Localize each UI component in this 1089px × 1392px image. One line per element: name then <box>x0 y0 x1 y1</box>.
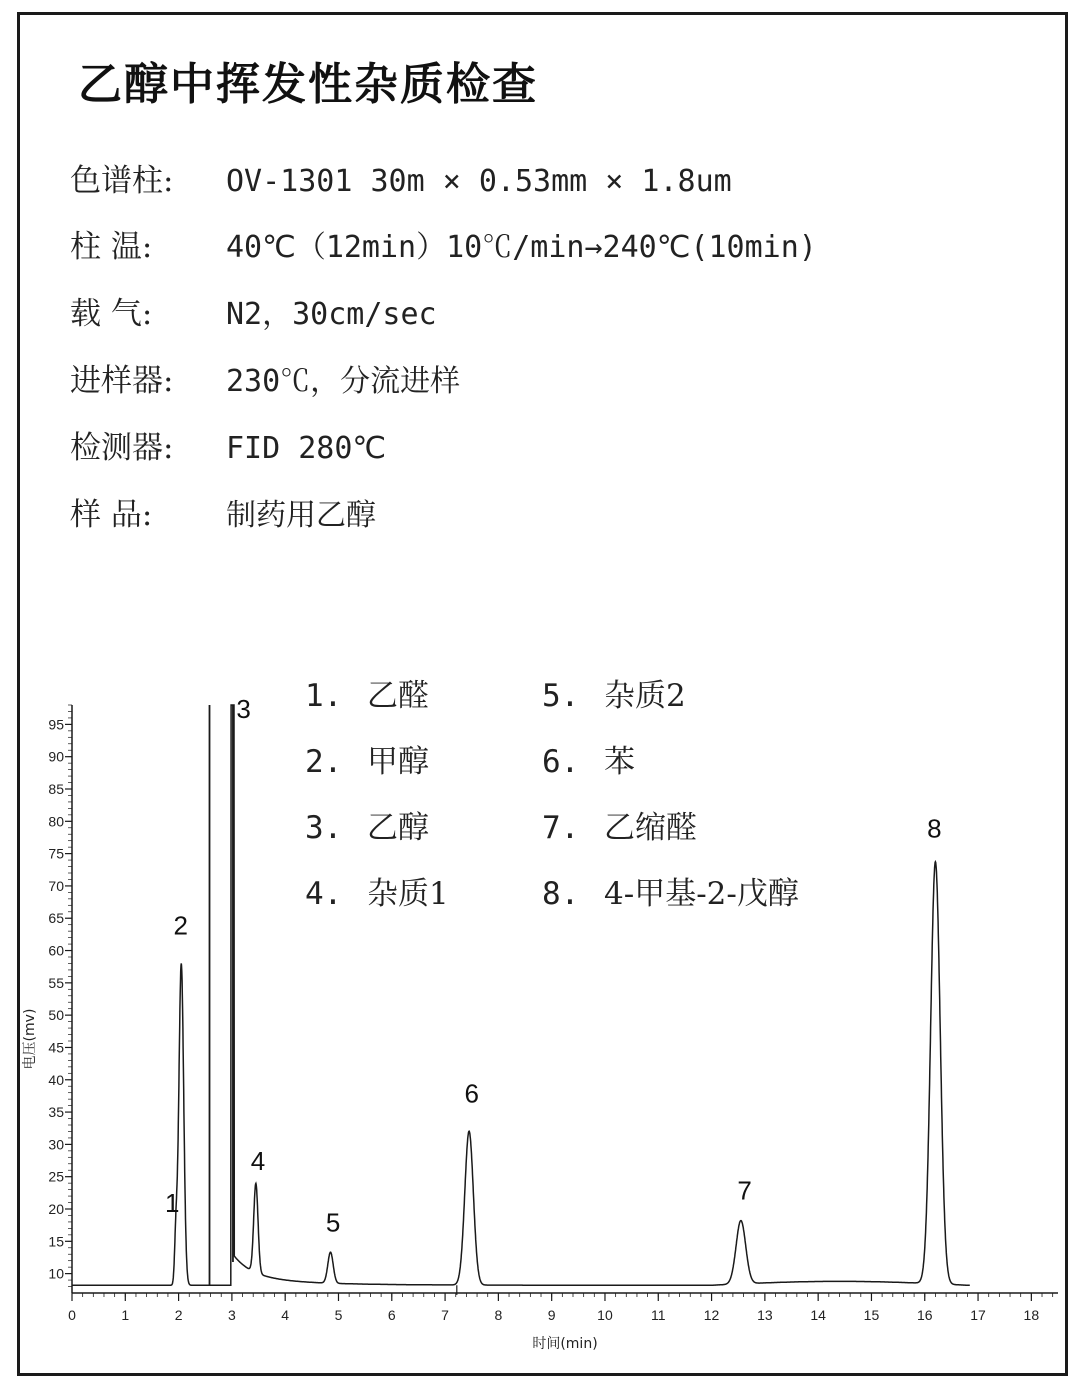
legend-name: 乙醇 <box>367 810 429 846</box>
x-tick-label: 18 <box>1023 1307 1040 1323</box>
x-tick-label: 13 <box>757 1307 773 1323</box>
x-tick-label: 6 <box>387 1307 396 1323</box>
x-tick-label: 11 <box>650 1307 666 1323</box>
y-tick-label: 35 <box>48 1104 64 1121</box>
x-tick-label: 8 <box>494 1307 503 1323</box>
peak-label-1: 1 <box>164 1188 180 1219</box>
legend-num: 5. <box>542 678 580 714</box>
peak-label-4: 4 <box>250 1146 266 1177</box>
x-tick-label: 5 <box>334 1307 343 1323</box>
page-title: 乙醇中挥发性杂质检查 <box>78 59 538 110</box>
x-tick-label: 4 <box>281 1307 290 1323</box>
x-tick-label: 16 <box>916 1307 933 1323</box>
y-tick-label: 10 <box>48 1265 64 1282</box>
y-tick-label: 30 <box>48 1136 64 1153</box>
param-value-temperature: 40℃（12min）10℃/min→240℃(10min) <box>226 230 817 265</box>
legend-num: 8. <box>542 876 580 912</box>
x-axis-label: 时间(min) <box>532 1336 598 1352</box>
legend-num: 3. <box>305 810 343 846</box>
peak-label-6: 6 <box>464 1078 479 1109</box>
x-tick-label: 0 <box>68 1307 76 1323</box>
param-label-temperature: 柱 温: <box>70 229 153 265</box>
x-tick-label: 14 <box>810 1307 826 1323</box>
legend-name: 乙缩醛 <box>604 810 697 846</box>
legend-num: 7. <box>542 810 580 846</box>
y-tick-label: 70 <box>48 877 64 894</box>
y-tick-label: 95 <box>48 716 64 733</box>
legend-num: 2. <box>305 744 343 780</box>
legend-name: 甲醇 <box>367 744 429 780</box>
y-tick-label: 15 <box>48 1233 64 1250</box>
param-value-detector: FID 280℃ <box>226 431 387 466</box>
peak-label-8: 8 <box>927 813 942 844</box>
y-tick-label: 90 <box>48 748 64 765</box>
chromatogram-trace <box>72 705 970 1285</box>
param-value-injector: 230℃，分流进样 <box>226 364 461 399</box>
peak-label-5: 5 <box>325 1207 341 1238</box>
x-tick-label: 15 <box>863 1307 880 1323</box>
param-label-injector: 进样器: <box>70 363 174 399</box>
legend-name: 杂质1 <box>367 876 449 912</box>
x-tick-label: 1 <box>121 1307 130 1323</box>
y-tick-label: 65 <box>48 910 64 927</box>
y-tick-label: 20 <box>48 1201 64 1217</box>
x-tick-label: 3 <box>227 1307 236 1323</box>
param-label-column: 色谱柱: <box>70 163 174 199</box>
legend-name: 杂质2 <box>604 678 686 714</box>
param-value-sample: 制药用乙醇 <box>226 498 376 533</box>
y-tick-label: 25 <box>48 1168 64 1185</box>
legend-num: 1. <box>305 678 343 714</box>
legend-num: 4. <box>305 876 343 912</box>
legend-name: 苯 <box>604 744 635 780</box>
y-tick-label: 75 <box>48 845 64 862</box>
x-tick-label: 2 <box>174 1307 183 1323</box>
x-tick-label: 17 <box>970 1307 986 1323</box>
y-tick-label: 80 <box>48 813 64 830</box>
x-tick-label: 10 <box>597 1307 613 1323</box>
param-value-column: OV-1301 30m × 0.53mm × 1.8um <box>226 164 732 199</box>
x-tick-label: 9 <box>547 1307 556 1323</box>
legend-num: 6. <box>542 744 580 780</box>
y-tick-label: 50 <box>48 1007 64 1024</box>
peak-label-7: 7 <box>737 1175 752 1206</box>
param-label-detector: 检测器: <box>70 430 174 466</box>
param-label-sample: 样 品: <box>70 497 153 533</box>
y-axis-label: 电压(mv) <box>22 1008 38 1070</box>
param-value-carrier-gas: N2，30cm/sec <box>226 297 437 332</box>
param-label-carrier-gas: 载 气: <box>70 296 153 332</box>
y-tick-label: 40 <box>48 1071 64 1088</box>
y-tick-label: 60 <box>48 942 64 959</box>
y-tick-label: 45 <box>48 1039 64 1056</box>
y-tick-label: 55 <box>48 974 64 991</box>
x-tick-label: 7 <box>441 1307 449 1323</box>
x-tick-label: 12 <box>703 1307 720 1323</box>
peak-label-3: 3 <box>236 693 251 724</box>
legend-name: 乙醛 <box>367 678 429 714</box>
legend-name: 4-甲基-2-戊醇 <box>604 876 799 912</box>
y-tick-label: 85 <box>48 781 64 797</box>
peak-label-2: 2 <box>173 910 188 941</box>
